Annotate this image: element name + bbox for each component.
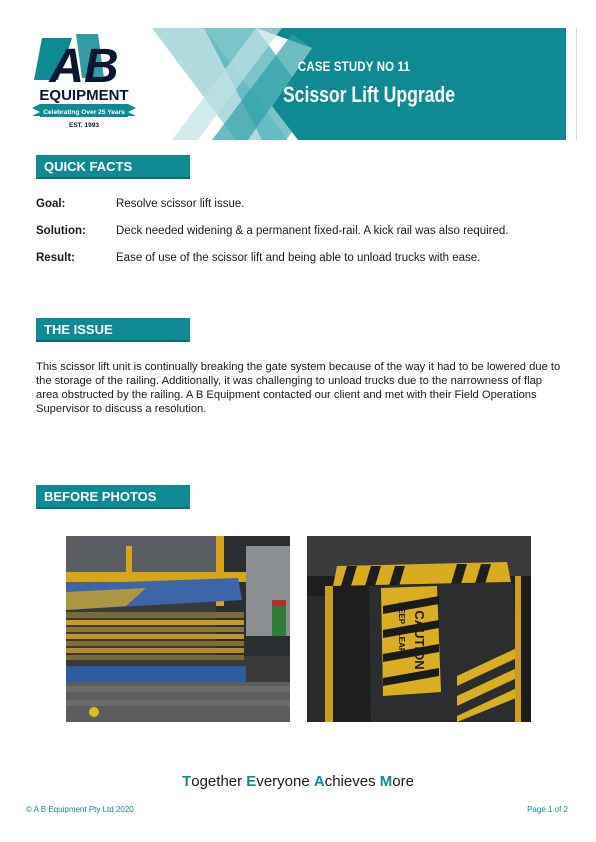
fact-value: Ease of use of the scissor lift and being able to unload trucks with ease. [116,252,481,264]
tagline-word-2: veryone [256,773,314,790]
company-logo [28,28,140,138]
tagline-letter-t: T [182,773,192,790]
logo-word: EQUIPMENT [39,87,129,104]
before-photo-2 [307,536,531,722]
tagline [0,773,596,790]
tagline-word-1: ogether [191,773,247,790]
header-banner [152,28,566,140]
logo-est: EST. 1993 [69,122,99,129]
before-photo-1 [66,536,290,722]
footer-page-number: Page 1 of 2 [527,805,568,814]
logo-ribbon-text: Celebrating Over 25 Years [43,109,125,116]
footer-copyright: © A B Equipment Pty Ltd 2020 [26,805,134,814]
tagline-word-4: ore [392,773,414,790]
tagline-letter-e: E [246,773,257,790]
logo-letters: AB [49,40,119,93]
page-title: Scissor Lift Upgrade [282,82,456,107]
fact-label: Result: [36,252,75,264]
tagline-letter-a: A [313,773,325,790]
fact-value: Deck needed widening & a permanent fixed-rail. A kick rail was also required. [116,225,509,237]
before-photos-heading: BEFORE PHOTOS [36,485,190,509]
fact-value: Resolve scissor lift issue. [116,198,245,210]
issue-paragraph: This scissor lift unit is continually breaking the gate system because of the way it had to be lowered due to the storage of the railing. Additionally, it was challenging to unload trucks due to the narrowness of flap area obstructed by the railing. A B Equipment contacted our client and met with their Field Operations Supervisor to discuss a resolution. [36,361,561,415]
tagline-letter-m: M [379,773,393,790]
fact-row-goal [36,198,566,225]
quick-facts-heading: QUICK FACTS [36,155,190,179]
case-study-label: CASE STUDY NO 11 [297,58,411,74]
issue-heading: THE ISSUE [36,318,190,342]
tagline-word-3: chieves [324,773,380,790]
photo2-keepclear-text: KEEP CLEAR [397,602,406,654]
fact-label: Goal: [36,198,66,210]
fact-row-solution [36,225,566,252]
quick-facts-list [36,198,566,279]
photo2-caution-text: CAUTION [412,610,427,670]
fact-row-result [36,252,566,279]
header-divider [576,28,577,140]
fact-label: Solution: [36,225,86,237]
